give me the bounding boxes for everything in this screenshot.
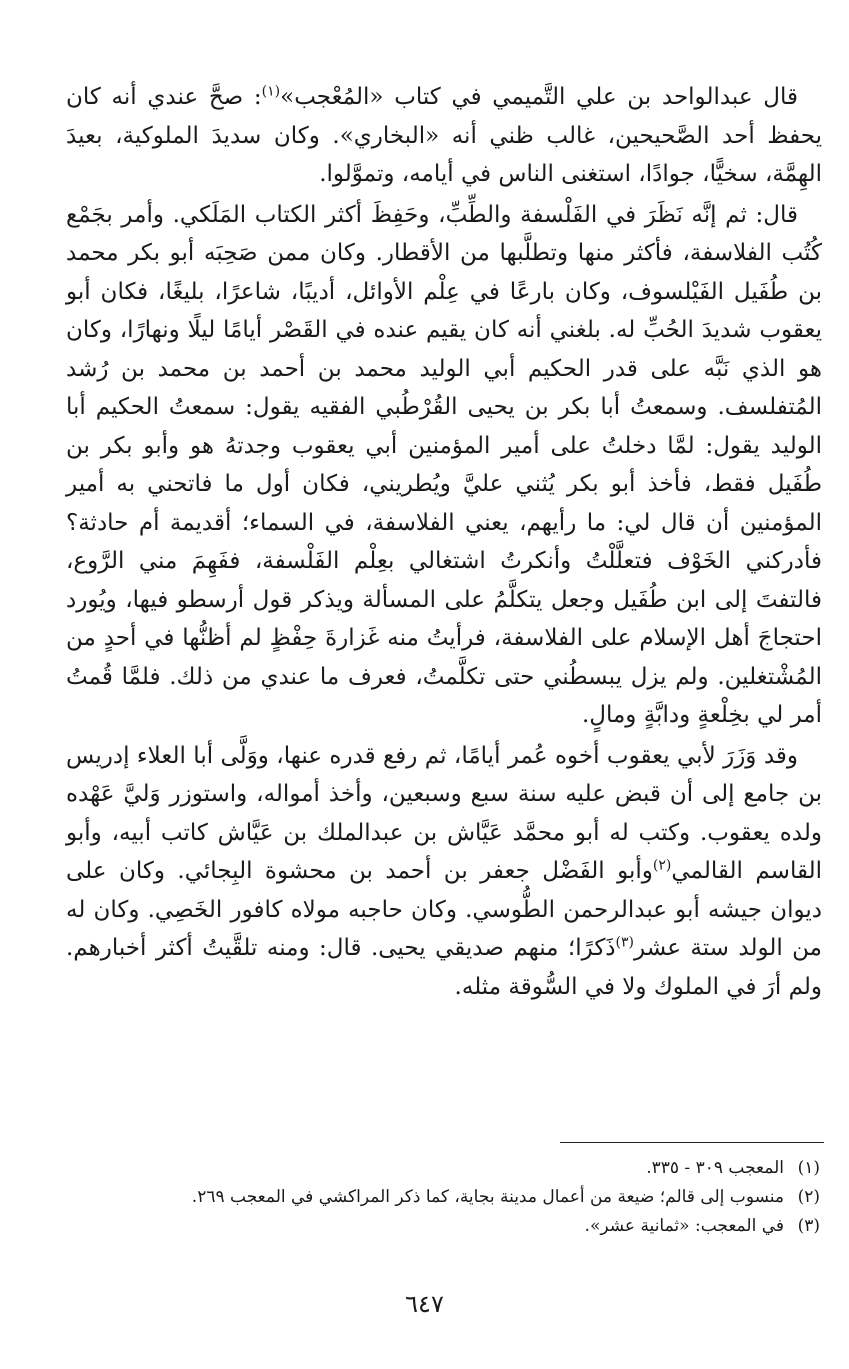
paragraph-3-text-a: وقد وَزَرَ لأبي يعقوب أخوه عُمر أيامًا، ثم رفع قدره عنها، ووَلَّى أبا العلاء إدريس بن جامع إلى أن قبض عليه سنة سبع وسبعين، وأخذ أمواله، واستوزر وَليَّ عَهْده ولده يعقوب. وكتب له أبو محمَّد عَيَّاش بن عبدالملك بن عَيَّاش كاتب أبيه، وأبو القاسم القالمي [66,742,822,884]
paragraph-1-text-b: : صحَّ عندي أنه كان يحفظ أحد الصَّحيحين، غالب ظني أنه «البخاري». وكان سديدَ الملوكية، بعيدَ الهِمَّة، سخيًّا، جوادًا، استغنى الناس في أيامه، وتموَّلوا. [66,84,822,187]
footnote-text: المعجب ٣٠٩ - ٣٣٥. [646,1158,784,1178]
footnotes [80,1154,820,1241]
paragraph-3-text-b: وأبو الفَضْل جعفر بن أحمد بن محشوة البِجائي. وكان على ديوان جيشه أبو عبدالرحمن الطُّوسي. وكان حاجبه مولاه كافور الخَصِي. وكان له من الولد ستة عشر [66,858,823,961]
paragraph-3 [66,737,822,1007]
footnote-text: في المعجب: «ثمانية عشر». [584,1216,784,1236]
footnote-1 [80,1154,820,1183]
page-number: ٦٤٧ [405,1290,444,1318]
footnote-divider [560,1142,824,1143]
footnote-number: (١) [797,1158,820,1178]
paragraph-2: قال: ثم إنَّه نَظَرَ في الفَلْسفة والطِّبِّ، وحَفِظَ أكثر الكتاب المَلَكي. وأمر بجَمْع كُتُب الفلاسفة، فأكثر منها وتطلَّبها من الأقطار. وكان ممن صَحِبَه أبو بكر محمد بن طُفَيل الفَيْلسوف، وكان بارعًا في عِلْم الأوائل، أديبًا، شاعرًا، بليغًا، فكان أبو يعقوب شديدَ الحُبِّ له. بلغني أنه كان يقيم عنده في القَصْر أيامًا ليلًا ونهارًا، وكان هو الذي نَبَّه على قدر الحكيم أبي الوليد محمد بن أحمد بن محمد بن رُشد المُتفلسف. وسمعتُ أبا بكر بن يحيى القُرْطُبي الفقيه يقول: سمعتُ الحكيم أبا الوليد يقول: لمَّا دخلتُ على أمير المؤمنين أبي يعقوب وجدتهُ هو وأبو بكر بن طُفَيل فقط، فأخذ أبو بكر يُثني عليَّ ويُطريني، فكان أول ما فاتحني به أمير المؤمنين أن قال لي: ما رأيهم، يعني الفلاسفة، في السماء؛ أقديمة أم حادثة؟ فأدركني الخَوْف فتعلَّلْتُ وأنكرتُ اشتغالي بعِلْم الفَلْسفة، ففَهِمَ مني الرَّوع، فالتفتَ إلى ابن طُفَيل وجعل يتكلَّمُ على المسألة ويذكر قول أرسطو فيها، ويُورد احتجاجَ أهل الإسلام على الفلاسفة، فرأيتُ منه غَزارةَ حِفْظٍ لم أظنُّها في أحدٍ من المُشْتغلين. ولم يزل يبسطُني حتى تكلَّمتُ، فعرف ما عندي من ذلك. فلمَّا قُمتُ أمر لي بخِلْعةٍ ودابَّةٍ ومالٍ. [66,201,822,728]
footnote-3 [80,1212,820,1241]
footnote-reference-3: (٣) [615,934,634,951]
paragraph-3-text-c: ذَكرًا؛ منهم صديقي يحيى. قال: ومنه تلقَّيتُ أكثر أخبارهم. ولم أرَ في الملوك ولا في السُّوقة مثله. [66,935,822,1000]
body-text [66,78,822,1006]
footnote-reference-2: (٢) [652,857,672,874]
paragraph-1-text-a: قال عبدالواحد بن علي التَّميمي في كتاب «المُعْجب» [280,84,798,110]
footnote-text: منسوب إلى قالم؛ ضيعة من أعمال مدينة بجاية، كما ذكر المراكشي في المعجب ٢٦٩. [191,1187,784,1207]
footnote-reference-1: (١) [261,83,281,100]
footnote-2 [80,1183,820,1212]
footnote-number: (٣) [797,1216,820,1236]
paragraph-1 [66,78,822,194]
footnote-number: (٢) [797,1187,820,1207]
